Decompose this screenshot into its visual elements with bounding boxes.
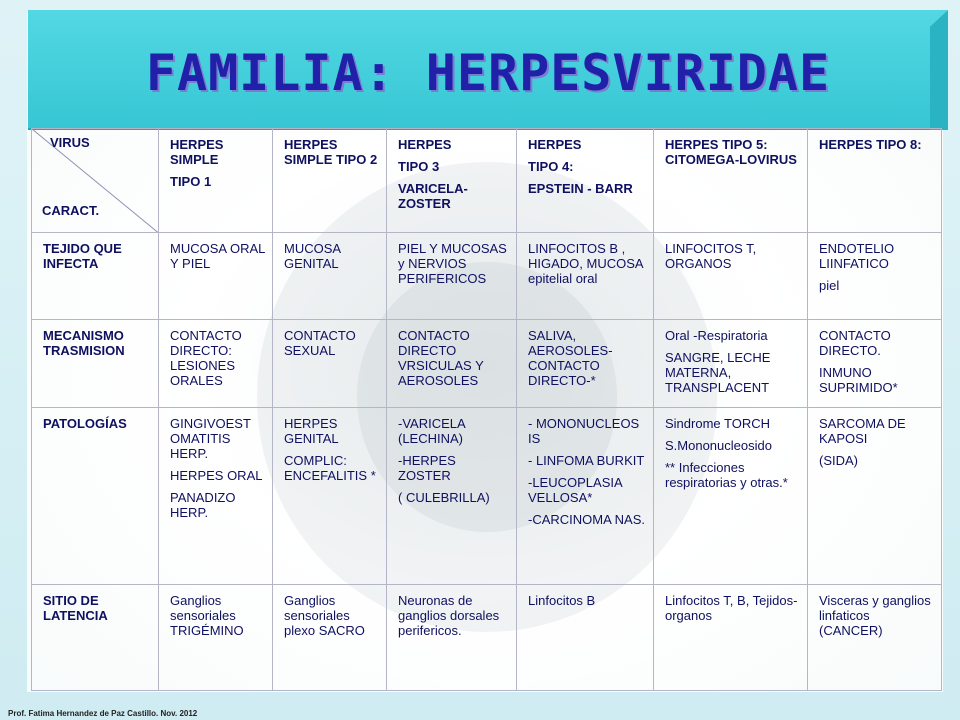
slide-title: FAMILIA: HERPESVIRIDAE — [145, 44, 831, 102]
cell-text: piel — [819, 278, 840, 294]
table-cell — [387, 233, 517, 319]
herpesviridae-table — [31, 128, 942, 691]
cell-text: Oral -Respiratoria — [665, 327, 768, 343]
table-cell — [654, 585, 808, 691]
column-header-line: HERPES — [398, 137, 452, 152]
table-cell — [808, 319, 942, 407]
corner-caract-label: CARACT. — [42, 203, 100, 218]
cell-text: -VARICELA (LECHINA) — [398, 415, 465, 446]
table-cell — [273, 233, 387, 319]
table-cell — [517, 233, 654, 319]
cell-text: - LINFOMA BURKIT — [528, 452, 645, 468]
cell-text: MUCOSA GENITAL — [284, 241, 341, 272]
table-cell — [517, 585, 654, 691]
table-cell — [159, 319, 273, 407]
cell-text: CONTACTO DIRECTO. — [819, 327, 891, 358]
cell-text: SANGRE, LECHE MATERNA, TRANSPLACENT — [665, 349, 771, 395]
corner-virus-label: VIRUS — [50, 135, 90, 150]
cell-text: S.Mononucleosido — [665, 437, 772, 453]
cell-text: HERPES GENITAL — [284, 415, 339, 446]
column-header — [387, 129, 517, 233]
cell-text: Ganglios sensoriales TRIGÉMINO — [170, 593, 244, 639]
cell-text: Linfocitos B — [528, 593, 596, 609]
column-header-line: TIPO 1 — [170, 174, 212, 189]
cell-text: Linfocitos T, B, Tejidos- organos — [665, 593, 798, 624]
table-cell — [808, 233, 942, 319]
table-cell — [159, 585, 273, 691]
cell-text: PIEL Y MUCOSAS y NERVIOS PERIFERICOS — [398, 241, 507, 287]
table-cell — [387, 407, 517, 585]
cell-text: Visceras y ganglios linfaticos (CANCER) — [819, 593, 931, 639]
cell-text: -LEUCOPLASIA VELLOSA* — [528, 474, 622, 505]
table-cell — [387, 585, 517, 691]
column-header-line: EPSTEIN - BARR — [528, 181, 633, 196]
cell-text: Ganglios sensoriales plexo SACRO — [284, 593, 365, 639]
cell-text: ** Infecciones respiratorias y otras.* — [665, 459, 788, 490]
column-header-line: HERPES TIPO 5: CITOMEGA-LOVIRUS — [665, 137, 797, 167]
row-header: TEJIDO QUE INFECTA — [32, 233, 159, 319]
column-header-line: HERPES — [528, 137, 582, 152]
cell-text: LINFOCITOS B , HIGADO, MUCOSA epitelial oral — [528, 241, 643, 287]
table-row — [32, 233, 942, 319]
cell-text: CONTACTO SEXUAL — [284, 327, 356, 358]
cell-text: -CARCINOMA NAS. — [528, 511, 646, 527]
header-row — [32, 129, 942, 233]
corner-cell — [32, 129, 159, 233]
column-header — [654, 129, 808, 233]
row-header: MECANISMO TRASMISION — [32, 319, 159, 407]
row-header: PATOLOGÍAS — [32, 407, 159, 585]
table-cell — [273, 585, 387, 691]
cell-text: Sindrome TORCH — [665, 415, 770, 431]
cell-text: MUCOSA ORAL Y PIEL — [170, 241, 265, 272]
table-cell — [273, 407, 387, 585]
cell-text: SALIVA, AEROSOLES-CONTACTO DIRECTO-* — [528, 327, 613, 388]
table-cell — [654, 407, 808, 585]
cell-text: SARCOMA DE KAPOSI — [819, 415, 906, 446]
cell-text: -HERPES ZOSTER — [398, 452, 456, 483]
cell-text: ENDOTELIO LIINFATICO — [819, 241, 895, 272]
table-cell — [159, 233, 273, 319]
cell-text: GINGIVOEST OMATITIS HERP. — [170, 415, 251, 461]
column-header-line: VARICELA-ZOSTER — [398, 181, 468, 211]
table-cell — [517, 319, 654, 407]
column-header — [517, 129, 654, 233]
cell-text: COMPLIC: ENCEFALITIS * — [284, 452, 376, 483]
cell-text: ( CULEBRILLA) — [398, 489, 490, 505]
author-credit: Prof. Fatima Hernandez de Paz Castillo. Nov. 2012 — [8, 709, 198, 718]
column-header-line: HERPES TIPO 8: — [819, 137, 922, 152]
table-cell — [808, 585, 942, 691]
table-cell — [517, 407, 654, 585]
table-cell — [808, 407, 942, 585]
column-header — [808, 129, 942, 233]
column-header-line: TIPO 3 — [398, 159, 440, 174]
cell-text: INMUNO SUPRIMIDO* — [819, 364, 898, 395]
cell-text: Neuronas de ganglios dorsales perifericos. — [398, 593, 500, 639]
table-cell — [387, 319, 517, 407]
table-row — [32, 319, 942, 407]
row-header: SITIO DE LATENCIA — [32, 585, 159, 691]
cell-text: - MONONUCLEOS IS — [528, 415, 640, 446]
column-header — [159, 129, 273, 233]
table-row — [32, 585, 942, 691]
table-cell — [273, 319, 387, 407]
column-header-line: HERPES SIMPLE TIPO 2 — [284, 137, 378, 167]
cell-text: CONTACTO DIRECTO VRSICULAS Y AEROSOLES — [398, 327, 484, 388]
column-header-line: HERPES SIMPLE — [170, 137, 224, 167]
cell-text: CONTACTO DIRECTO: LESIONES ORALES — [170, 327, 242, 388]
column-header-line: TIPO 4: — [528, 159, 574, 174]
table-cell — [654, 233, 808, 319]
cell-text: LINFOCITOS T, ORGANOS — [665, 241, 757, 272]
cell-text: HERPES ORAL — [170, 467, 263, 483]
table-cell — [654, 319, 808, 407]
cell-text: PANADIZO HERP. — [170, 489, 236, 520]
table-row — [32, 407, 942, 585]
column-header — [273, 129, 387, 233]
table-cell — [159, 407, 273, 585]
cell-text: (SIDA) — [819, 452, 858, 468]
